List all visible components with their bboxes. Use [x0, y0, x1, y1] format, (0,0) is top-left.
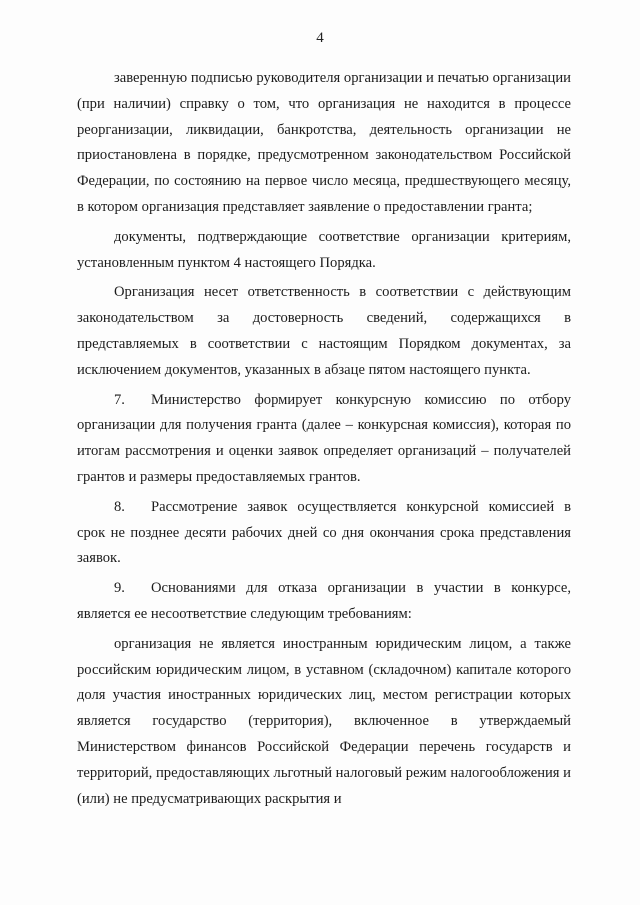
paragraph-documents — [77, 225, 571, 277]
paragraph-number: 7. — [114, 391, 125, 408]
paragraph-text: Министерство формирует конкурсную комиссию по отбору организации для получения гранта (далее – конкурсная комиссия), которая по итогам рассмотрения и оценки заявок определяет организаций – получателей грантов и размеры предоставляемых грантов. — [77, 391, 571, 485]
paragraph-text: Основаниями для отказа организации в участии в конкурсе, является ее несоответствие следующим требованиям: — [77, 580, 571, 622]
paragraph-text: заверенную подписью руководителя организации и печатью организации (при наличии) справку о том, что организация не находится в процессе реорганизации, ликвидации, банкротства, деятельность организации не приостановлена в порядке, предусмотренном законодательством Российской Федерации, по состоянию на первое число месяца, предшествующего месяцу, в котором организация представляет заявление о предоставлении гранта; — [77, 70, 571, 215]
paragraph-text: Организация несет ответственность в соответствии с действующим законодательством за достоверность сведений, содержащихся в представляемых в соответствии с настоящим Порядком документах, за исключением документов, указанных в абзаце пятом настоящего пункта. — [77, 284, 571, 378]
paragraph-foreign-entity — [77, 632, 571, 813]
paragraph-7 — [77, 388, 571, 491]
paragraph-8 — [77, 495, 571, 572]
paragraph-number: 9. — [114, 580, 125, 597]
document-body — [77, 66, 571, 816]
page-number: 4 — [316, 30, 324, 46]
paragraph-9 — [77, 576, 571, 628]
paragraph-number: 8. — [114, 498, 125, 515]
paragraph-text: организация не является иностранным юридическим лицом, а также российским юридическим лицом, в уставном (складочном) капитале которого доля участия иностранных юридических лиц, местом регистрации которых является государство (территория), включенное в утверждаемый Министерством финансов Российской Федерации перечень государств и территорий, предоставляющих льготный налоговый режим налогообложения и (или) не предусматривающих раскрытия и — [77, 635, 571, 807]
paragraph-text: документы, подтверждающие соответствие организации критериям, установленным пунктом 4 настоящего Порядка. — [77, 228, 571, 271]
paragraph-text: Рассмотрение заявок осуществляется конкурсной комиссией в срок не позднее десяти рабочих дней со дня окончания срока представления заявок. — [77, 498, 571, 567]
paragraph-responsibility — [77, 280, 571, 383]
paragraph-continuation — [77, 66, 571, 221]
